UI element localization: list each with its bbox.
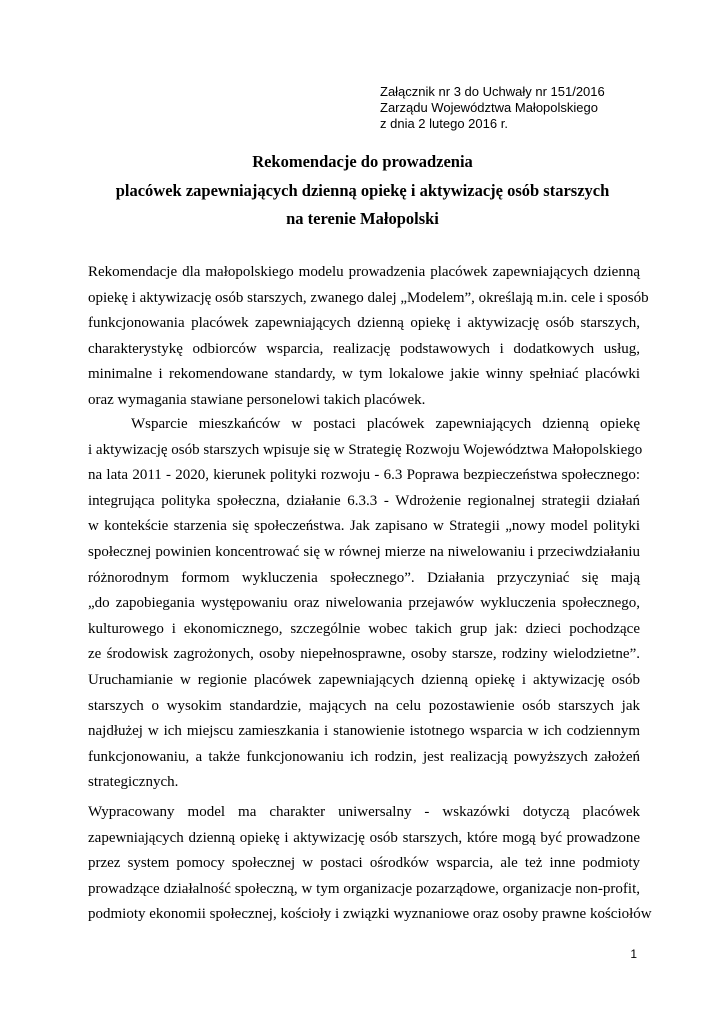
paragraph-line: prowadzące działalność społeczną, w tym organizacje pozarządowe, organizacje non-profit, <box>88 880 640 897</box>
paragraph-line: oraz wymagania stawiane personelowi takich placówek. <box>88 391 426 408</box>
paragraph-line: charakterystykę odbiorców wsparcia, realizację podstawowych i dodatkowych usług, <box>88 340 640 357</box>
paragraph-line: funkcjonowaniu, a także funkcjonowaniu ich rodzin, jest realizacją powyższych założeń <box>88 748 640 765</box>
page-number: 1 <box>630 947 637 961</box>
paragraph-line: Wypracowany model ma charakter uniwersalny - wskazówki dotyczą placówek <box>88 804 640 820</box>
paragraph-line: społecznej powinien koncentrować się w równej mierze na niwelowaniu i przeciwdziałaniu <box>88 543 640 560</box>
paragraph-line: zapewniających dzienną opiekę i aktywizację osób starszych, które mogą być prowadzone <box>88 829 640 846</box>
paragraph-line: integrująca polityka społeczna, działanie 6.3.3 - Wdrożenie regionalnej strategii działań <box>88 492 640 509</box>
paragraph-1 <box>88 260 649 414</box>
paragraph-3 <box>88 800 652 928</box>
paragraph-line: w kontekście starzenia się społeczeństwa. Jak zapisano w Strategii „nowy model polityki <box>88 518 640 535</box>
paragraph-line: przez system pomocy społecznej w postaci ośrodków wsparcia, ale też inne podmioty <box>88 855 640 872</box>
paragraph-line: podmioty ekonomii społecznej, kościoły i związki wyznaniowe oraz osoby prawne kościołów <box>88 906 652 923</box>
paragraph-2 <box>88 412 643 796</box>
paragraph-line: strategicznych. <box>88 774 179 791</box>
paragraph-line: Uruchamianie w regionie placówek zapewniających dzienną opiekę i aktywizację osób <box>88 671 640 688</box>
paragraph-line: najdłużej w ich miejscu zamieszkania i stanowienie istotnego wsparcia w ich codziennym <box>88 723 640 740</box>
document-title <box>0 148 725 234</box>
attachment-header-note <box>380 84 605 132</box>
title-line-3: na terenie Małopolski <box>286 209 439 228</box>
paragraph-line: ze środowisk zagrożonych, osoby niepełnosprawne, osoby starsze, rodziny wielodzietne”. <box>88 646 640 663</box>
title-line-1: Rekomendacje do prowadzenia <box>252 152 473 171</box>
paragraph-line: różnorodnym formom wykluczenia społecznego”. Działania przyczyniać się mają <box>88 569 640 586</box>
paragraph-line: na lata 2011 - 2020, kierunek polityki rozwoju - 6.3 Poprawa bezpieczeństwa społecznego: <box>88 467 640 484</box>
title-line-2: placówek zapewniających dzienną opiekę i aktywizację osób starszych <box>115 180 610 200</box>
paragraph-line: starszych o wysokim standardzie, mających na celu pozostawienie osób starszych jak <box>88 697 640 714</box>
paragraph-line: opiekę i aktywizację osób starszych, zwanego dalej „Modelem”, określają m.in. cele i sposób <box>88 289 649 306</box>
attachment-line-2: Zarządu Województwa Małopolskiego <box>380 100 598 115</box>
paragraph-line: „do zapobiegania występowaniu oraz niwelowania przejawów wykluczenia społecznego, <box>88 595 640 612</box>
paragraph-line: Wsparcie mieszkańców w postaci placówek zapewniających dzienną opiekę <box>131 416 640 432</box>
paragraph-line: kulturowego i ekonomicznego, szczególnie wobec takich grup jak: dzieci pochodzące <box>88 620 640 637</box>
attachment-line-3: z dnia 2 lutego 2016 r. <box>380 116 508 131</box>
paragraph-line: i aktywizację osób starszych wpisuje się w Strategię Rozwoju Województwa Małopolskiego <box>88 441 643 458</box>
paragraph-line: funkcjonowania placówek zapewniających dzienną opiekę i aktywizację osób starszych, <box>88 315 640 332</box>
paragraph-line: Rekomendacje dla małopolskiego modelu prowadzenia placówek zapewniających dzienną <box>88 264 640 280</box>
paragraph-line: minimalne i rekomendowane standardy, w tym lokalowe jakie winny spełniać placówki <box>88 366 640 383</box>
attachment-line-1: Załącznik nr 3 do Uchwały nr 151/2016 <box>380 84 605 99</box>
